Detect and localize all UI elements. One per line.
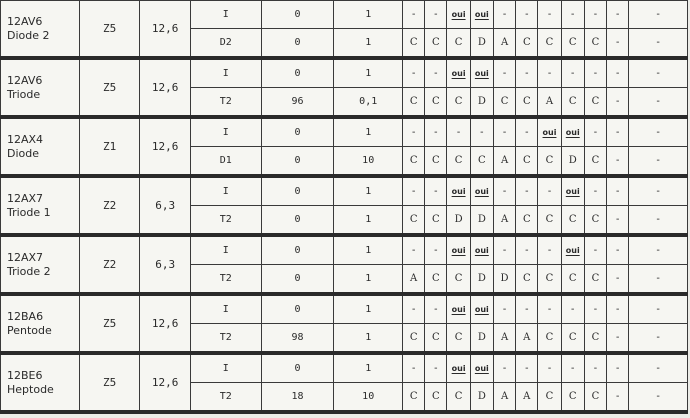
pin-setting: - (493, 235, 515, 265)
pin-setting: C (403, 29, 425, 59)
pin-setting: C (516, 29, 538, 59)
pin-setting: A (516, 383, 538, 413)
socket-code: Z5 (79, 58, 140, 117)
test-section: T2 (190, 88, 261, 118)
pin-setting: C (538, 147, 561, 177)
pin-setting: - (607, 324, 629, 354)
pin-setting: C (584, 147, 606, 177)
pin-setting: - (516, 294, 538, 324)
tube-name-cell (1, 294, 80, 353)
pin-setting: D (470, 383, 493, 413)
pin-setting: oui (470, 294, 493, 324)
pin-setting: - (447, 117, 470, 147)
tube-type: 12AX7 (7, 191, 44, 205)
pin-setting: - (607, 353, 629, 383)
pin-setting: C (403, 206, 425, 236)
pin-setting: C (561, 29, 584, 59)
value-2: 1 (334, 235, 403, 265)
pin-setting: C (516, 265, 538, 295)
heater-voltage: 12,6 (140, 294, 191, 353)
pin-setting: D (561, 147, 584, 177)
pin-setting: - (607, 383, 629, 413)
test-section: I (190, 353, 261, 383)
heater-voltage: 12,6 (140, 353, 191, 412)
pin-setting: - (538, 1, 561, 29)
tube-type: 12BA6 (7, 309, 44, 323)
socket-code: Z2 (79, 235, 140, 294)
tube-section: Diode 2 (7, 28, 50, 42)
pin-setting: C (516, 147, 538, 177)
pin-setting: C (425, 265, 447, 295)
tube-type: 12AV6 (7, 73, 43, 87)
pin-setting: C (584, 29, 606, 59)
extra-value: - (629, 147, 688, 177)
test-section: D2 (190, 29, 261, 59)
pin-setting: C (538, 383, 561, 413)
value-2: 1 (334, 353, 403, 383)
value-2: 1 (334, 117, 403, 147)
pin-setting: oui (447, 294, 470, 324)
pin-setting: C (538, 206, 561, 236)
pin-setting: A (403, 265, 425, 295)
pin-setting: C (584, 88, 606, 118)
value-1: 0 (261, 176, 334, 206)
pin-setting: - (538, 58, 561, 88)
value-2: 1 (334, 294, 403, 324)
extra-value: - (629, 117, 688, 147)
tube-name-cell (1, 176, 80, 235)
pin-setting: - (493, 353, 515, 383)
pin-setting: - (403, 353, 425, 383)
pin-setting: C (470, 147, 493, 177)
pin-setting: - (425, 235, 447, 265)
pin-setting: C (447, 88, 470, 118)
pin-setting: C (425, 147, 447, 177)
tube-section: Triode (7, 87, 41, 101)
pin-setting: C (425, 88, 447, 118)
tube-name-cell (1, 235, 80, 294)
pin-setting: oui (447, 235, 470, 265)
pin-setting: - (516, 353, 538, 383)
pin-setting: - (493, 117, 515, 147)
pin-setting: - (538, 176, 561, 206)
heater-voltage: 6,3 (140, 235, 191, 294)
pin-setting: C (447, 383, 470, 413)
pin-setting: - (516, 58, 538, 88)
extra-value: - (629, 294, 688, 324)
value-1: 96 (261, 88, 334, 118)
socket-code: Z5 (79, 294, 140, 353)
test-section: I (190, 294, 261, 324)
value-1: 98 (261, 324, 334, 354)
test-section: D1 (190, 147, 261, 177)
pin-setting: - (516, 235, 538, 265)
pin-setting: - (607, 235, 629, 265)
value-2: 0,1 (334, 88, 403, 118)
extra-value: - (629, 383, 688, 413)
pin-setting: - (403, 294, 425, 324)
pin-setting: D (470, 206, 493, 236)
socket-code: Z5 (79, 1, 140, 59)
pin-setting: - (584, 235, 606, 265)
pin-setting: - (425, 58, 447, 88)
pin-setting: A (493, 29, 515, 59)
pin-setting: oui (538, 117, 561, 147)
pin-setting: - (425, 353, 447, 383)
pin-setting: D (470, 29, 493, 59)
pin-setting: D (470, 324, 493, 354)
pin-setting: - (607, 29, 629, 59)
tube-section: Triode 2 (7, 264, 51, 278)
pin-setting: - (425, 294, 447, 324)
tube-type: 12AV6 (7, 14, 43, 28)
table-body (1, 1, 688, 413)
pin-setting: D (493, 265, 515, 295)
test-section: I (190, 117, 261, 147)
pin-setting: - (403, 1, 425, 29)
tube-section: Diode (7, 146, 40, 160)
pin-setting: - (516, 176, 538, 206)
pin-setting: - (584, 58, 606, 88)
pin-setting: A (493, 324, 515, 354)
pin-setting: C (425, 206, 447, 236)
pin-setting: C (516, 88, 538, 118)
test-section: T2 (190, 324, 261, 354)
pin-setting: oui (470, 1, 493, 29)
value-2: 1 (334, 29, 403, 59)
table-row (1, 294, 688, 324)
pin-setting: - (584, 353, 606, 383)
pin-setting: - (538, 235, 561, 265)
tube-name-cell (1, 1, 80, 59)
pin-setting: C (403, 88, 425, 118)
extra-value: - (629, 324, 688, 354)
value-2: 10 (334, 147, 403, 177)
pin-setting: - (516, 1, 538, 29)
heater-voltage: 12,6 (140, 1, 191, 59)
test-section: I (190, 58, 261, 88)
table-row (1, 117, 688, 147)
pin-setting: C (403, 147, 425, 177)
pin-setting: - (403, 235, 425, 265)
pin-setting: - (607, 147, 629, 177)
value-1: 0 (261, 235, 334, 265)
pin-setting: - (538, 353, 561, 383)
pin-setting: C (538, 265, 561, 295)
pin-setting: - (403, 58, 425, 88)
pin-setting: A (493, 147, 515, 177)
pin-setting: C (584, 383, 606, 413)
tube-name-cell (1, 353, 80, 412)
pin-setting: C (561, 324, 584, 354)
pin-setting: oui (447, 176, 470, 206)
pin-setting: - (493, 176, 515, 206)
pin-setting: D (470, 265, 493, 295)
pin-setting: C (561, 206, 584, 236)
value-2: 10 (334, 383, 403, 413)
heater-voltage: 12,6 (140, 58, 191, 117)
table-row (1, 58, 688, 88)
value-2: 1 (334, 265, 403, 295)
extra-value: - (629, 235, 688, 265)
pin-setting: - (493, 58, 515, 88)
pin-setting: C (516, 206, 538, 236)
extra-value: - (629, 206, 688, 236)
pin-setting: C (425, 324, 447, 354)
value-1: 0 (261, 206, 334, 236)
pin-setting: - (425, 1, 447, 29)
pin-setting: oui (561, 176, 584, 206)
test-section: I (190, 176, 261, 206)
pin-setting: C (447, 324, 470, 354)
pin-setting: - (493, 294, 515, 324)
pin-setting: - (607, 58, 629, 88)
table-row (1, 353, 688, 383)
value-1: 0 (261, 294, 334, 324)
tube-type: 12AX7 (7, 250, 44, 264)
pin-setting: C (561, 88, 584, 118)
pin-setting: oui (561, 235, 584, 265)
pin-setting: - (403, 176, 425, 206)
pin-setting: C (538, 324, 561, 354)
pin-setting: oui (470, 353, 493, 383)
pin-setting: C (447, 265, 470, 295)
pin-setting: - (584, 117, 606, 147)
socket-code: Z5 (79, 353, 140, 412)
extra-value: - (629, 58, 688, 88)
pin-setting: - (607, 206, 629, 236)
pin-setting: - (607, 294, 629, 324)
extra-value: - (629, 88, 688, 118)
pin-setting: oui (470, 176, 493, 206)
pin-setting: - (561, 294, 584, 324)
value-2: 1 (334, 58, 403, 88)
table-row (1, 235, 688, 265)
test-section: T2 (190, 265, 261, 295)
value-1: 0 (261, 29, 334, 59)
pin-setting: D (447, 206, 470, 236)
pin-setting: C (561, 265, 584, 295)
tube-name-cell (1, 117, 80, 176)
pin-setting: - (607, 265, 629, 295)
socket-code: Z1 (79, 117, 140, 176)
pin-setting: A (538, 88, 561, 118)
pin-setting: C (425, 383, 447, 413)
pin-setting: C (403, 324, 425, 354)
extra-value: - (629, 353, 688, 383)
socket-code: Z2 (79, 176, 140, 235)
tube-type: 12BE6 (7, 368, 43, 382)
pin-setting: - (538, 294, 561, 324)
value-1: 18 (261, 383, 334, 413)
pin-setting: - (403, 117, 425, 147)
pin-setting: - (584, 1, 606, 29)
heater-voltage: 6,3 (140, 176, 191, 235)
pin-setting: C (538, 29, 561, 59)
tube-section: Triode 1 (7, 205, 51, 219)
pin-setting: A (493, 206, 515, 236)
pin-setting: - (607, 117, 629, 147)
pin-setting: - (561, 1, 584, 29)
tube-name-cell (1, 58, 80, 117)
pin-setting: A (493, 383, 515, 413)
pin-setting: - (425, 176, 447, 206)
pin-setting: A (516, 324, 538, 354)
test-section: T2 (190, 383, 261, 413)
pin-setting: - (493, 1, 515, 29)
pin-setting: oui (561, 117, 584, 147)
pin-setting: - (561, 58, 584, 88)
pin-setting: oui (470, 58, 493, 88)
value-2: 1 (334, 176, 403, 206)
extra-value: - (629, 265, 688, 295)
pin-setting: C (584, 265, 606, 295)
value-1: 0 (261, 58, 334, 88)
pin-setting: oui (447, 58, 470, 88)
tube-type: 12AX4 (7, 132, 44, 146)
value-2: 1 (334, 206, 403, 236)
pin-setting: C (425, 29, 447, 59)
extra-value: - (629, 176, 688, 206)
value-1: 0 (261, 353, 334, 383)
pin-setting: oui (447, 1, 470, 29)
value-1: 0 (261, 117, 334, 147)
pin-setting: - (584, 176, 606, 206)
pin-setting: C (447, 29, 470, 59)
extra-value: - (629, 1, 688, 29)
pin-setting: C (403, 383, 425, 413)
tube-section: Heptode (7, 382, 54, 396)
extra-value: - (629, 29, 688, 59)
pin-setting: - (561, 353, 584, 383)
pin-setting: - (425, 117, 447, 147)
value-2: 1 (334, 1, 403, 29)
table-row (1, 176, 688, 206)
pin-setting: - (607, 176, 629, 206)
pin-setting: C (561, 383, 584, 413)
pin-setting: oui (470, 235, 493, 265)
table-row (1, 1, 688, 29)
pin-setting: - (584, 294, 606, 324)
test-section: T2 (190, 206, 261, 236)
pin-setting: C (493, 88, 515, 118)
value-1: 0 (261, 1, 334, 29)
pin-setting: - (516, 117, 538, 147)
pin-setting: oui (447, 353, 470, 383)
value-1: 0 (261, 147, 334, 177)
test-section: I (190, 1, 261, 29)
pin-setting: - (607, 88, 629, 118)
pin-setting: D (470, 88, 493, 118)
pin-setting: - (607, 1, 629, 29)
pin-setting: C (584, 324, 606, 354)
heater-voltage: 12,6 (140, 117, 191, 176)
tube-section: Pentode (7, 323, 52, 337)
pin-setting: C (447, 147, 470, 177)
value-1: 0 (261, 265, 334, 295)
test-section: I (190, 235, 261, 265)
pin-setting: C (584, 206, 606, 236)
pin-setting: - (470, 117, 493, 147)
value-2: 1 (334, 324, 403, 354)
